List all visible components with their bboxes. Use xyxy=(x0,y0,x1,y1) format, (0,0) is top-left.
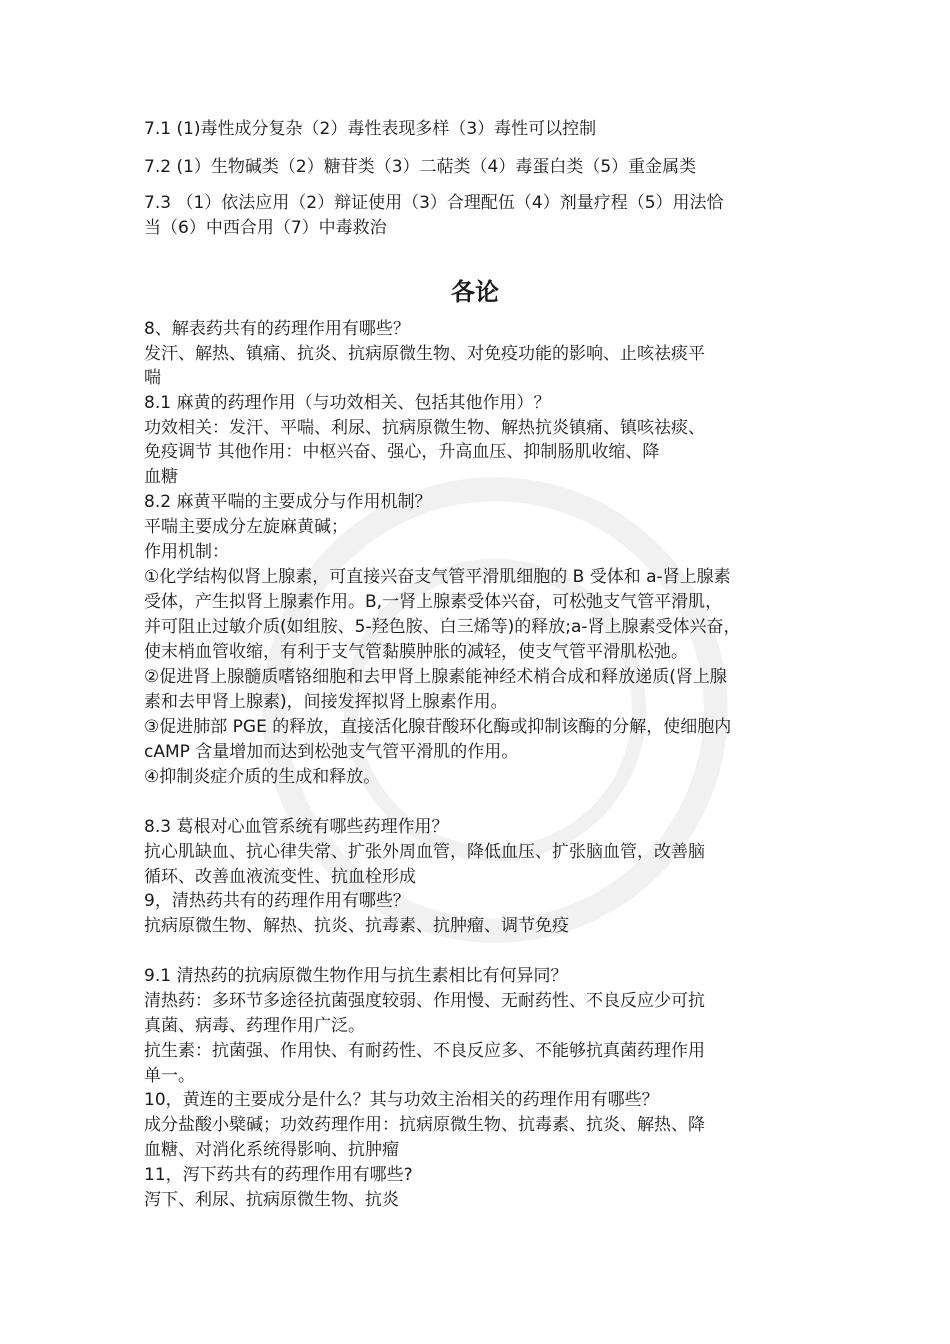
answer-11: 泻下、利尿、抗病原微生物、抗炎 xyxy=(144,1190,399,1210)
answer-7-3-cont: 当（6）中西合用（7）中毒救治 xyxy=(144,218,387,238)
answer-7-3: 7.3 （1）依法应用（2）辩证使用（3）合理配伍（4）剂量疗程（5）用法恰 xyxy=(144,193,724,213)
answer-8-3-cont: 循环、改善血液流变性、抗血栓形成 xyxy=(144,867,416,887)
mechanism-2-cont: 素和去甲肾上腺素)，间接发挥拟肾上腺素作用。 xyxy=(144,692,508,712)
answer-8: 发汗、解热、镇痛、抗炎、抗病原微生物、对免疫功能的影响、止咳祛痰平 xyxy=(144,344,705,364)
mechanism-2: ②促进肾上腺髓质嗜铬细胞和去甲肾上腺素能神经术梢合成和释放递质(肾上腺 xyxy=(144,667,727,687)
answer-8-2: 平喘主要成分左旋麻黄碱； xyxy=(144,517,348,537)
question-8-2: 8.2 麻黄平喘的主要成分与作用机制？ xyxy=(144,492,432,512)
mechanism-4: ④抑制炎症介质的生成和释放。 xyxy=(144,767,381,787)
question-10: 10，黄连的主要成分是什么？其与功效主治相关的药理作用有哪些？ xyxy=(144,1090,659,1110)
question-8: 8、解表药共有的药理作用有哪些？ xyxy=(144,319,410,339)
answer-9-1-b-cont: 单一。 xyxy=(144,1066,195,1086)
mechanism-label: 作用机制： xyxy=(144,542,229,562)
question-9: 9，清热药共有的药理作用有哪些？ xyxy=(144,891,410,911)
answer-7-1: 7.1 (1)毒性成分复杂（2）毒性表现多样（3）毒性可以控制 xyxy=(144,119,597,139)
answer-9-1-b: 抗生素：抗菌强、作用快、有耐药性、不良反应多、不能够抗真菌药理作用 xyxy=(144,1041,705,1061)
mechanism-1-cont: 受体，产生拟肾上腺素作用。B,一肾上腺素受体兴奋，可松弛支气管平滑肌， xyxy=(144,592,723,612)
answer-8-3: 抗心肌缺血、抗心律失常、扩张外周血管，降低血压、扩张脑血管，改善脑 xyxy=(144,842,705,862)
mechanism-1-cont3: 使末梢血管收缩，有利于支气管黏膜肿胀的减轻，使支气管平滑肌松弛。 xyxy=(144,642,688,662)
answer-9-1-a-cont: 真菌、病毒、药理作用广泛。 xyxy=(144,1016,365,1036)
mechanism-1: ①化学结构似肾上腺素，可直接兴奋支气管平滑肌细胞的 B 受体和 a-肾上腺素 xyxy=(144,567,731,587)
mechanism-3-cont: cAMP 含量增加而达到松弛支气管平滑肌的作用。 xyxy=(144,742,519,762)
question-8-3: 8.3 葛根对心血管系统有哪些药理作用？ xyxy=(144,817,449,837)
answer-10-cont: 血糖、对消化系统得影响、抗肿瘤 xyxy=(144,1140,399,1160)
answer-8-1-cont2: 血糖 xyxy=(144,467,178,487)
answer-8-cont: 喘 xyxy=(144,368,161,388)
answer-9: 抗病原微生物、解热、抗炎、抗毒素、抗肿瘤、调节免疫 xyxy=(144,916,569,936)
mechanism-3: ③促进肺部 PGE 的释放，直接活化腺苷酸环化酶或抑制该酶的分解，使细胞内 xyxy=(144,717,732,737)
question-8-1: 8.1 麻黄的药理作用（与功效相关、包括其他作用）？ xyxy=(144,393,551,413)
mechanism-1-cont2: 并可阻止过敏介质(如组胺、5-羟色胺、白三烯等)的释放;a-肾上腺素受体兴奋， xyxy=(144,617,741,637)
answer-7-2: 7.2 (1）生物碱类（2）糖苷类（3）二萜类（4）毒蛋白类（5）重金属类 xyxy=(144,157,697,177)
answer-10: 成分盐酸小檗碱；功效药理作用：抗病原微生物、抗毒素、抗炎、解热、降 xyxy=(144,1115,705,1135)
question-9-1: 9.1 清热药的抗病原微生物作用与抗生素相比有何异同？ xyxy=(144,966,568,986)
question-11: 11，泻下药共有的药理作用有哪些? xyxy=(144,1165,413,1185)
answer-8-1-cont: 免疫调节 其他作用：中枢兴奋、强心，升高血压、抑制肠肌收缩、降 xyxy=(144,442,660,462)
answer-9-1-a: 清热药：多环节多途径抗菌强度较弱、作用慢、无耐药性、不良反应少可抗 xyxy=(144,991,705,1011)
section-heading: 各论 xyxy=(451,278,499,306)
answer-8-1: 功效相关：发汗、平喘、利尿、抗病原微生物、解热抗炎镇痛、镇咳祛痰、 xyxy=(144,418,705,438)
